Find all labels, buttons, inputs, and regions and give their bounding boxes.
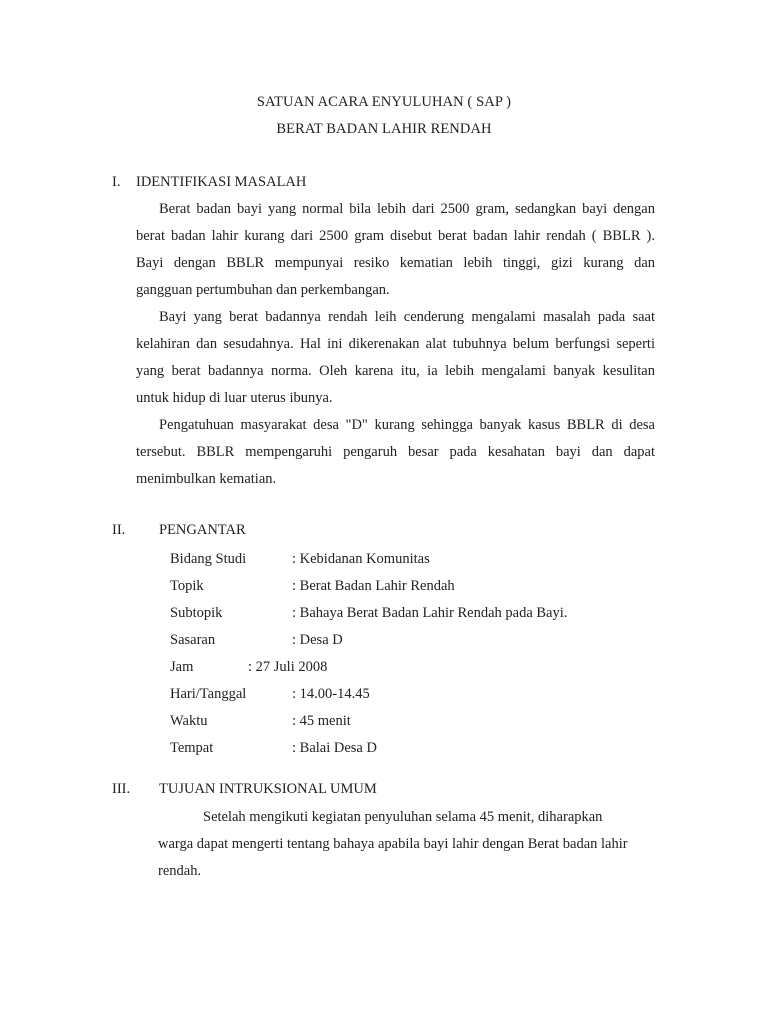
section-title: TUJUAN INTRUKSIONAL UMUM	[159, 781, 377, 797]
info-label: Jam	[170, 659, 194, 675]
paragraph-line: Berat badan bayi yang normal bila lebih dari 2500 gram, sedangkan bayi dengan	[159, 201, 655, 217]
info-label: Waktu	[170, 713, 208, 729]
paragraph-line: tersebut. BBLR mempengaruhi pengaruh besar pada kesahatan bayi dan dapat	[136, 444, 655, 460]
info-value: : 45 menit	[292, 713, 351, 729]
info-value: : Berat Badan Lahir Rendah	[292, 578, 455, 594]
paragraph-line: yang berat badannya norma. Oleh karena itu, ia lebih mengalami banyak kesulitan	[136, 363, 655, 379]
paragraph-line: gangguan pertumbuhan dan perkembangan.	[136, 282, 390, 298]
paragraph-line: Setelah mengikuti kegiatan penyuluhan selama 45 menit, diharapkan	[203, 809, 603, 825]
info-value: : Kebidanan Komunitas	[292, 551, 430, 567]
section-number: I.	[112, 174, 121, 190]
info-label: Tempat	[170, 740, 214, 756]
info-label: Topik	[170, 578, 204, 594]
info-value: : 14.00-14.45	[292, 686, 370, 702]
paragraph-line: Bayi dengan BBLR mempunyai resiko kematian lebih tinggi, gizi kurang dan	[136, 255, 655, 271]
paragraph-line: rendah.	[158, 863, 202, 879]
section-title: IDENTIFIKASI MASALAH	[136, 174, 307, 190]
info-value: : Bahaya Berat Badan Lahir Rendah pada Bayi.	[292, 605, 568, 621]
info-value: : 27 Juli 2008	[248, 659, 328, 675]
info-label: Subtopik	[170, 605, 223, 621]
info-label: Sasaran	[170, 632, 216, 648]
paragraph-line: untuk hidup di luar uterus ibunya.	[136, 390, 333, 406]
paragraph-line: Pengatuhuan masyarakat desa "D" kurang sehingga banyak kasus BBLR di desa	[159, 417, 655, 433]
info-value: : Desa D	[292, 632, 343, 648]
paragraph-line: Bayi yang berat badannya rendah leih cenderung mengalami masalah pada saat	[159, 309, 655, 325]
info-value: : Balai Desa D	[292, 740, 377, 756]
paragraph-line: kelahiran dan sesudahnya. Hal ini dikerenakan alat tubuhnya belum berfungsi seperti	[136, 336, 655, 352]
info-label: Bidang Studi	[170, 551, 247, 567]
section-number: III.	[112, 781, 131, 797]
document-title: SATUAN ACARA ENYULUHAN ( SAP )	[256, 94, 512, 110]
paragraph-line: menimbulkan kematian.	[136, 471, 277, 487]
info-label: Hari/Tanggal	[170, 686, 247, 702]
paragraph-line: warga dapat mengerti tentang bahaya apabila bayi lahir dengan Berat badan lahir	[158, 836, 628, 852]
section-number: II.	[112, 522, 126, 538]
section-title: PENGANTAR	[159, 522, 246, 538]
paragraph-line: berat badan lahir kurang dari 2500 gram disebut berat badan lahir rendah ( BBLR ).	[136, 228, 655, 244]
document-subtitle: BERAT BADAN LAHIR RENDAH	[276, 121, 492, 137]
